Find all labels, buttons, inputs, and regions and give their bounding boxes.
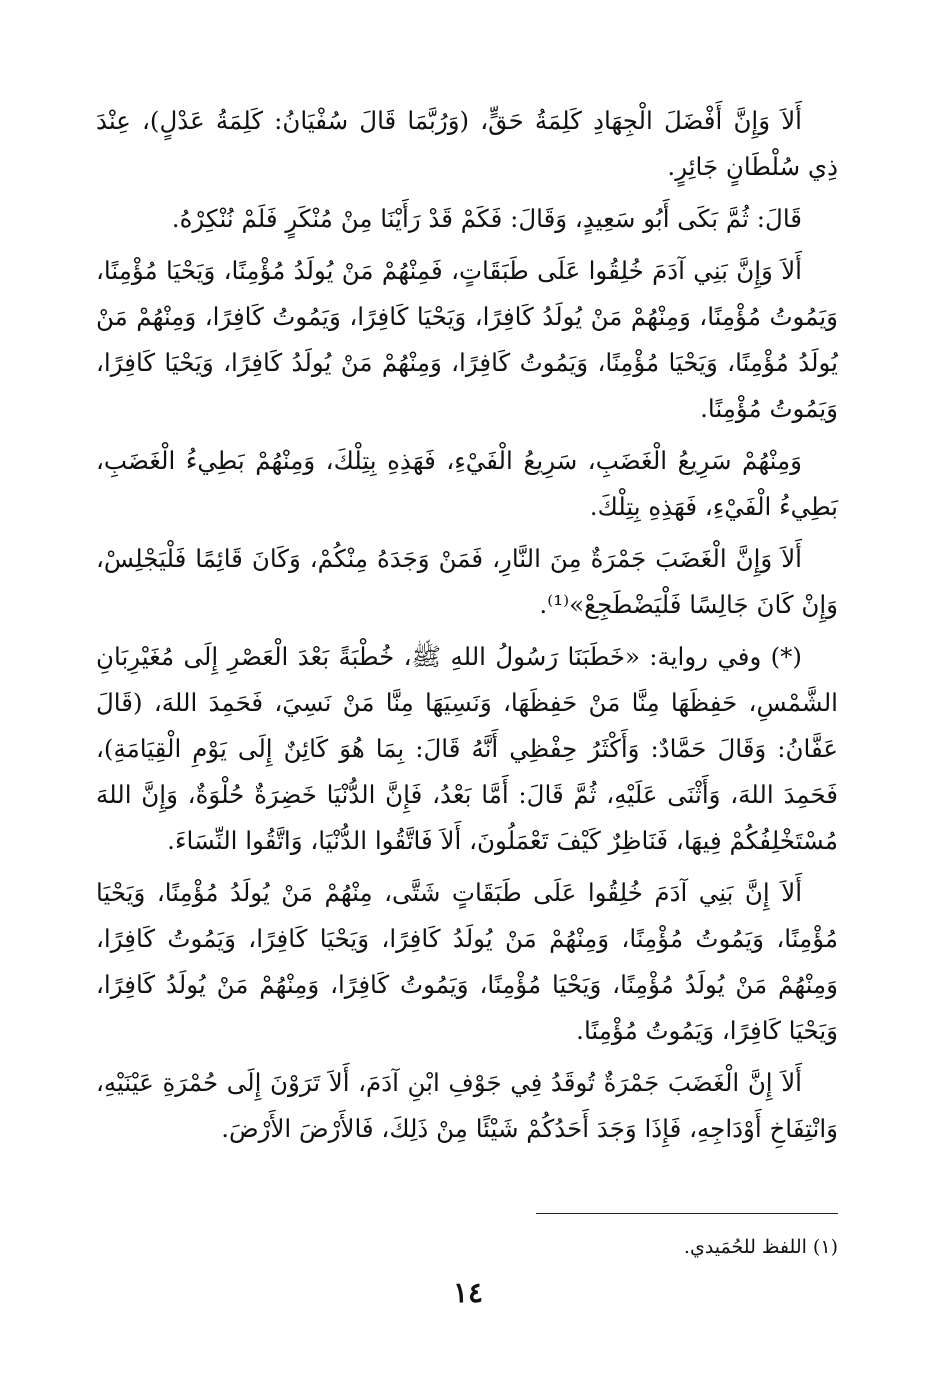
paragraph: أَلاَ إِنَّ بَنِي آدَمَ خُلِقُوا عَلَى طَبَقَاتٍ شَتَّى، مِنْهُمْ مَنْ يُولَدُ مُؤْمِنًا، وَيَحْيَا مُؤْمِنًا، وَيَمُوتُ مُؤْمِنًا، وَمِنْهُمْ مَنْ يُولَدُ كَافِرًا، وَيَحْيَا كَافِرًا، وَيَمُوتُ كَافِرًا، وَمِنْهُمْ مَنْ يُولَدُ مُؤْمِنًا، وَيَحْيَا مُؤْمِنًا، وَيَمُوتُ كَافِرًا، وَمِنْهُمْ مَنْ يُولَدُ كَافِرًا، وَيَحْيَا كَافِرًا، وَيَمُوتُ مُؤْمِنًا. — [96, 878, 838, 1045]
paragraph: وَمِنْهُمْ سَرِيعُ الْغَضَبِ، سَرِيعُ الْفَيْءِ، فَهَذِهِ بِتِلْكَ، وَمِنْهُمْ بَطِيءُ الْغَضَبِ، بَطِيءُ الْفَيْءِ، فَهَذِهِ بِتِلْكَ. — [96, 446, 838, 521]
page-number: ١٤ — [452, 1276, 484, 1309]
document-page — [96, 98, 838, 1158]
paragraph: أَلاَ وَإِنَّ أَفْضَلَ الْجِهَادِ كَلِمَةُ حَقٍّ، (وَرُبَّمَا قَالَ سُفْيَانُ: كَلِمَةُ عَدْلٍ)، عِنْدَ ذِي سُلْطَانٍ جَائِرٍ. — [96, 106, 838, 181]
footnote: (١) اللفظ للحُمَيدي. — [683, 1236, 838, 1258]
paragraph: أَلاَ وَإِنَّ بَنِي آدَمَ خُلِقُوا عَلَى طَبَقَاتٍ، فَمِنْهُمْ مَنْ يُولَدُ مُؤْمِنًا، وَيَحْيَا مُؤْمِنًا، وَيَمُوتُ مُؤْمِنًا، وَمِنْهُمْ مَنْ يُولَدُ كَافِرًا، وَيَحْيَا كَافِرًا، وَيَمُوتُ كَافِرًا، وَمِنْهُمْ مَنْ يُولَدُ مُؤْمِنًا، وَيَحْيَا مُؤْمِنًا، وَيَمُوتُ كَافِرًا، وَمِنْهُمْ مَنْ يُولَدُ كَافِرًا، وَيَحْيَا كَافِرًا، وَيَمُوتُ مُؤْمِنًا. — [96, 256, 838, 423]
footnote-divider — [536, 1213, 838, 1214]
paragraph: أَلاَ إِنَّ الْغَضَبَ جَمْرَةٌ تُوقَدُ فِي جَوْفِ ابْنِ آدَمَ، أَلاَ تَرَوْنَ إِلَى حُمْرَةِ عَيْنَيْهِ، وَانْتِفَاخِ أَوْدَاجِهِ، فَإِذَا وَجَدَ أَحَدُكُمْ شَيْئًا مِنْ ذَلِكَ، فَالأَرْضَ الأَرْضَ. — [96, 1068, 838, 1143]
paragraph: أَلاَ وَإِنَّ الْغَضَبَ جَمْرَةٌ مِنَ النَّارِ، فَمَنْ وَجَدَهُ مِنْكُمْ، وَكَانَ قَائِمًا فَلْيَجْلِسْ، وَإِنْ كَانَ جَالِسًا فَلْيَضْطَجِعْ»⁽¹⁾. — [96, 544, 838, 619]
paragraph: قَالَ: ثُمَّ بَكَى أَبُو سَعِيدٍ، وَقَالَ: فَكَمْ قَدْ رَأَيْنَا مِنْ مُنْكَرٍ فَلَمْ نُنْكِرْهُ. — [171, 204, 802, 233]
paragraph: (*) وفي رواية: «خَطَبَنَا رَسُولُ اللهِ ﷺ، خُطْبَةً بَعْدَ الْعَصْرِ إِلَى مُغَيْرِبَانِ الشَّمْسِ، حَفِظَهَا مِنَّا مَنْ حَفِظَهَا، وَنَسِيَهَا مِنَّا مَنْ نَسِيَ، فَحَمِدَ اللهَ، (قَالَ عَفَّانُ: وَقَالَ حَمَّادٌ: وَأَكْثَرُ حِفْظِي أَنَّهُ قَالَ: بِمَا هُوَ كَائِنٌ إِلَى يَوْمِ الْقِيَامَةِ)، فَحَمِدَ اللهَ، وَأَثْنَى عَلَيْهِ، ثُمَّ قَالَ: أَمَّا بَعْدُ، فَإِنَّ الدُّنْيَا خَضِرَةٌ حُلْوَةٌ، وَإِنَّ اللهَ مُسْتَخْلِفُكُمْ فِيهَا، فَنَاظِرٌ كَيْفَ تَعْمَلُونَ، أَلاَ فَاتَّقُوا الدُّنْيَا، وَاتَّقُوا النِّسَاءَ. — [96, 642, 838, 855]
